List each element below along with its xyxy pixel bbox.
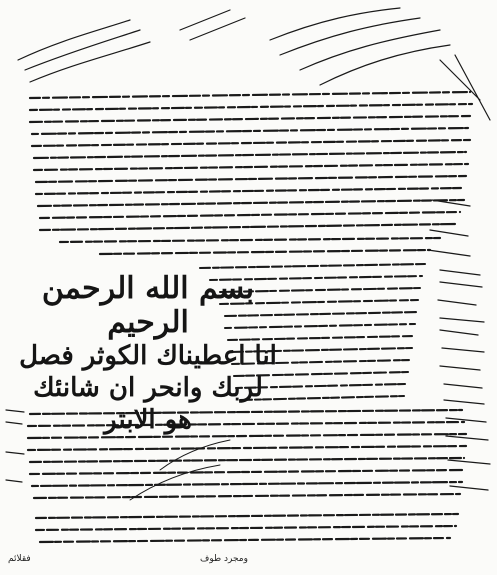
footer-note-center: ومجرد طوف — [200, 554, 248, 564]
verse-line-1: انا اعطيناك الكوثر فصل — [19, 341, 277, 371]
footer-note-left: فقلائم — [8, 554, 31, 564]
calligraphy-block — [18, 272, 278, 436]
basmala: بسم الله الرحمن الرحيم — [41, 271, 255, 340]
body-text-upper — [30, 92, 472, 254]
top-margin-notes — [18, 8, 490, 120]
verse-line-2: لربك وانحر ان شانئك هو الابتر — [33, 373, 263, 435]
